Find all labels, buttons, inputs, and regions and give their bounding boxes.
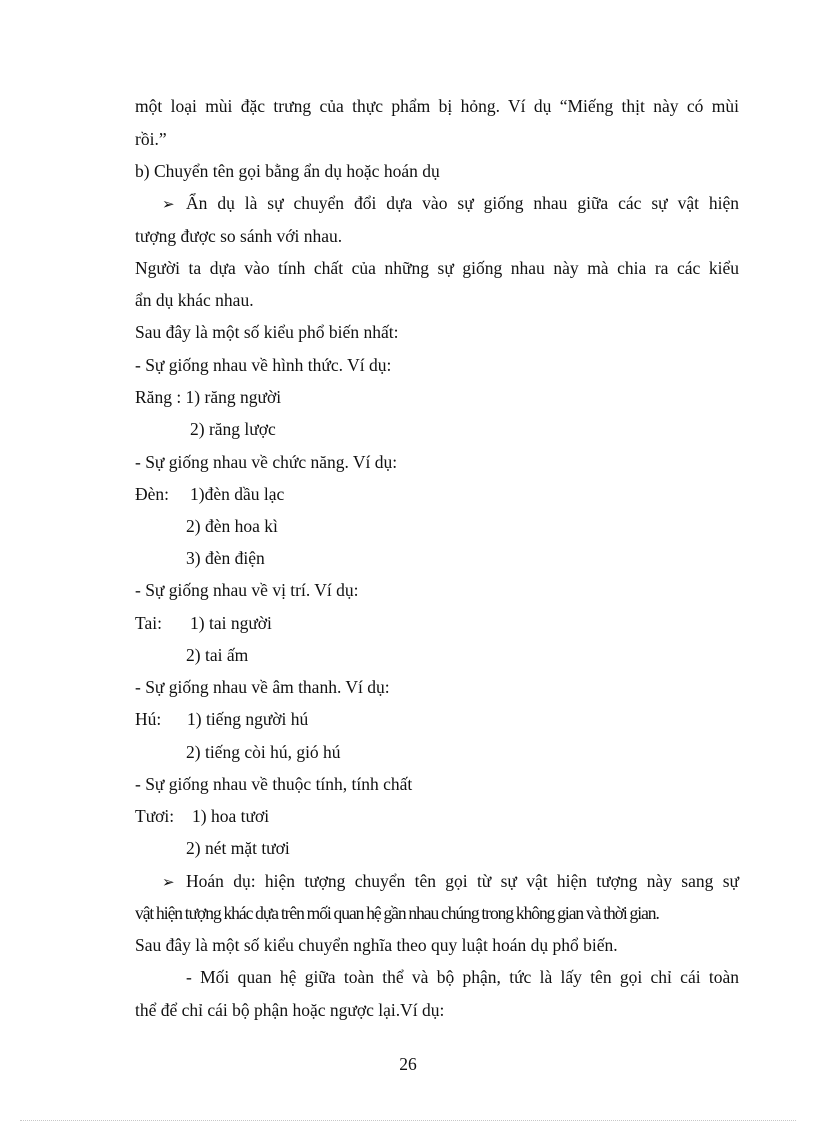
example-line: [135, 804, 739, 828]
example-text: 1) hoa tươi: [192, 806, 270, 826]
page-divider: [20, 1120, 796, 1121]
paragraph-line: thể để chỉ cái bộ phận hoặc ngược lại.Ví dụ:: [135, 1000, 445, 1020]
arrow-bullet-icon: ➢: [162, 195, 175, 213]
example-label: Hú:: [135, 709, 162, 729]
section-heading: b) Chuyển tên gọi bằng ẩn dụ hoặc hoán dụ: [135, 161, 440, 181]
list-heading: - Sự giống nhau về hình thức. Ví dụ:: [135, 355, 392, 375]
example-line: 2) tai ấm: [186, 645, 249, 665]
paragraph-text: Hoán dụ: hiện tượng chuyển tên gọi từ sự vật hiện tượng này sang sự: [186, 871, 739, 891]
example-text: 1) tai người: [190, 613, 272, 633]
bullet-line: [162, 191, 739, 216]
paragraph-line: vật hiện tượng khác dựa trên mối quan hệ gần nhau chúng trong không gian và thời gian.: [135, 903, 659, 923]
example-line: 2) tiếng còi hú, gió hú: [186, 742, 341, 762]
paragraph-line: Sau đây là một số kiểu phổ biến nhất:: [135, 322, 399, 342]
arrow-bullet-icon: ➢: [162, 873, 175, 891]
paragraph-line: tượng được so sánh với nhau.: [135, 226, 343, 246]
paragraph-line: Người ta dựa vào tính chất của những sự giống nhau này mà chia ra các kiểu: [135, 258, 739, 278]
example-line: [135, 482, 739, 506]
example-line: 2) răng lược: [190, 419, 276, 439]
list-heading: - Sự giống nhau về chức năng. Ví dụ:: [135, 452, 398, 472]
bullet-line: [162, 869, 739, 894]
example-label: Tươi:: [135, 806, 175, 826]
paragraph-line: rồi.”: [135, 129, 167, 149]
paragraph-line: Sau đây là một số kiểu chuyển nghĩa theo quy luật hoán dụ phổ biến.: [135, 935, 618, 955]
example-text: 1)đèn dầu lạc: [190, 484, 285, 504]
list-heading: - Sự giống nhau về âm thanh. Ví dụ:: [135, 677, 390, 697]
paragraph-line: một loại mùi đặc trưng của thực phẩm bị hỏng. Ví dụ “Miếng thịt này có mùi: [135, 96, 739, 116]
paragraph-line: - Mối quan hệ giữa toàn thể và bộ phận, tức là lấy tên gọi chỉ cái toàn: [186, 967, 739, 987]
example-line: 2) đèn hoa kì: [186, 516, 278, 536]
list-heading: - Sự giống nhau về thuộc tính, tính chất: [135, 774, 413, 794]
paragraph-text: Ẩn dụ là sự chuyển đổi dựa vào sự giống nhau giữa các sự vật hiện: [186, 193, 739, 213]
example-label: Đèn:: [135, 484, 170, 504]
example-line: 2) nét mặt tươi: [186, 838, 290, 858]
example-label: Tai:: [135, 613, 162, 633]
example-line: 3) đèn điện: [186, 548, 265, 568]
list-heading: - Sự giống nhau về vị trí. Ví dụ:: [135, 580, 359, 600]
example-line: [135, 611, 739, 635]
example-text: 1) tiếng người hú: [187, 709, 309, 729]
example-line: [135, 707, 739, 731]
paragraph-line: ẩn dụ khác nhau.: [135, 290, 254, 310]
page-number: 26: [399, 1054, 417, 1074]
example-line: Răng : 1) răng người: [135, 387, 282, 407]
